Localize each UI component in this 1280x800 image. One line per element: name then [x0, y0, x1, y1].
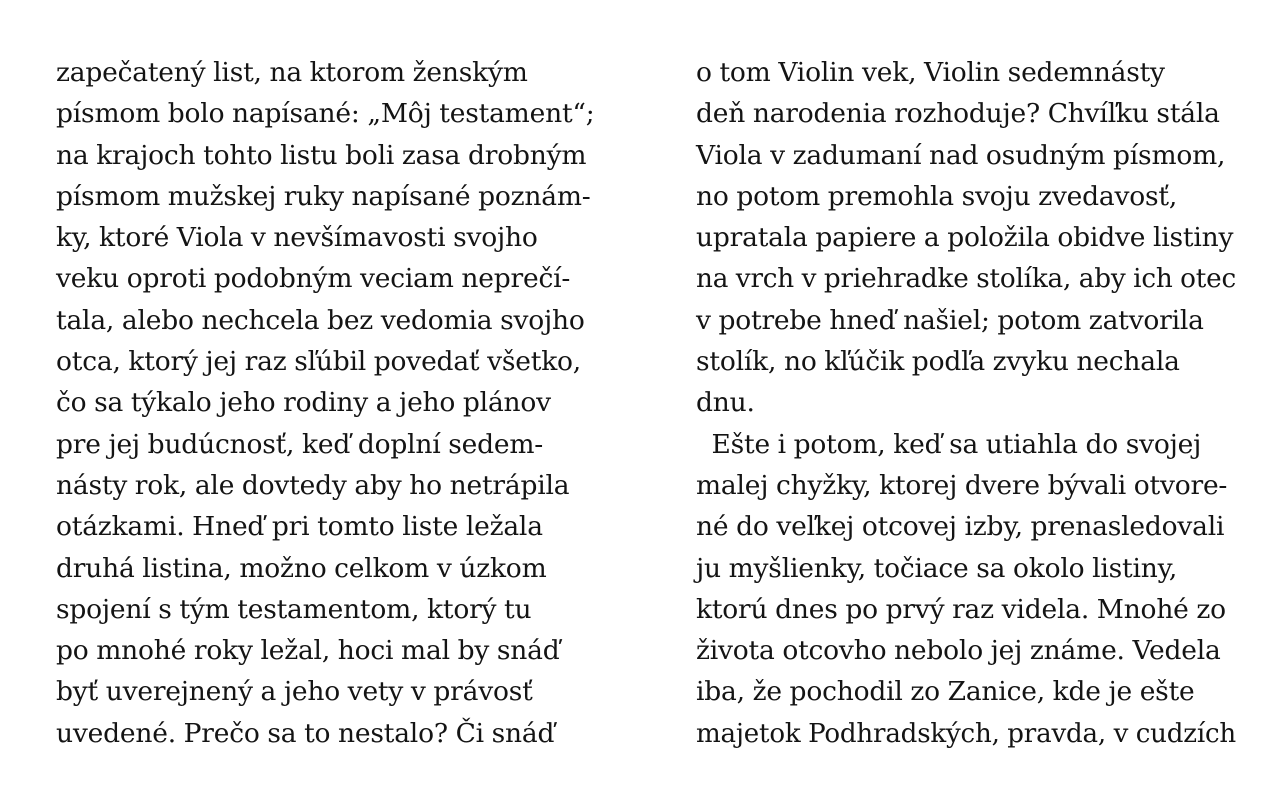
text-line: no potom premohla svoju zvedavosť,: [696, 180, 1178, 212]
text-line: otca, ktorý jej raz sľúbil povedať všetko,: [56, 346, 582, 378]
text-line: spojení s tým testamentom, ktorý tu: [56, 593, 532, 625]
right-page: [696, 52, 1236, 754]
text-line: majetok Podhradských, pravda, v cudzích: [696, 717, 1237, 749]
text-line: byť uverejnený a jeho vety v právosť: [56, 676, 533, 708]
text-line: čo sa týkalo jeho rodiny a jeho plánov: [56, 387, 551, 419]
text-line: písmom mužskej ruky napísané poznám-: [56, 180, 591, 212]
text-line: iba, že pochodil zo Zanice, kde je ešte: [696, 676, 1195, 708]
text-line: Viola v zadumaní nad osudným písmom,: [696, 139, 1226, 171]
text-line: veku oproti podobným veciam neprečí-: [56, 263, 571, 295]
left-page: [56, 52, 596, 754]
text-line: pre jej budúcnosť, keď doplní sedem-: [56, 428, 544, 460]
text-line: násty rok, ale dovtedy aby ho netrápila: [56, 469, 570, 501]
text-line: na krajoch tohto listu boli zasa drobným: [56, 139, 587, 171]
text-line: upratala papiere a položila obidve listiny: [696, 222, 1234, 254]
text-line: druhá listina, možno celkom v úzkom: [56, 552, 547, 584]
text-line: ju myšlienky, točiace sa okolo listiny,: [696, 552, 1178, 584]
text-line: tala, alebo nechcela bez vedomia svojho: [56, 304, 585, 336]
text-line: Ešte i potom, keď sa utiahla do svojej: [696, 428, 1202, 460]
text-line: ktorú dnes po prvý raz videla. Mnohé zo: [696, 593, 1226, 625]
text-line: po mnohé roky ležal, hoci mal by snáď: [56, 635, 560, 667]
text-line: malej chyžky, ktorej dvere bývali otvore-: [696, 469, 1228, 501]
text-line: uvedené. Prečo sa to nestalo? Či snáď: [56, 717, 555, 749]
text-line: otázkami. Hneď pri tomto liste ležala: [56, 511, 543, 543]
text-line: na vrch v priehradke stolíka, aby ich otec: [696, 263, 1236, 295]
text-line: písmom bolo napísané: „Môj testament“;: [56, 98, 595, 130]
text-line: o tom Violin vek, Violin sedemnásty: [696, 57, 1165, 88]
text-line: deň narodenia rozhoduje? Chvíľku stála: [696, 98, 1220, 130]
text-line: dnu.: [696, 387, 755, 419]
text-line: stolík, no kľúčik podľa zvyku nechala: [696, 346, 1180, 378]
text-line: zapečatený list, na ktorom ženským: [56, 57, 528, 88]
text-line: ky, ktoré Viola v nevšímavosti svojho: [56, 222, 538, 254]
text-line: v potrebe hneď našiel; potom zatvorila: [696, 304, 1204, 336]
text-line: né do veľkej otcovej izby, prenasledovali: [696, 511, 1225, 543]
text-line: života otcovho nebolo jej známe. Vedela: [696, 635, 1221, 667]
